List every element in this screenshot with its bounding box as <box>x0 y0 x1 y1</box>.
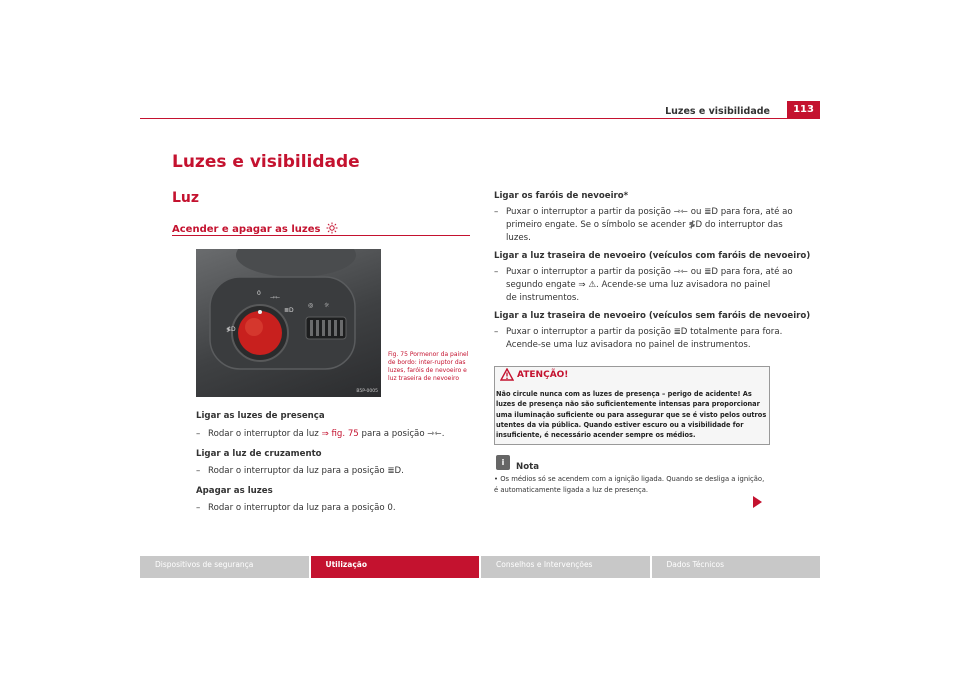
step-title-dipped: Ligar a luz de cruzamento <box>196 449 322 459</box>
dash-bullet: – <box>196 429 201 439</box>
section-title: Luz <box>172 190 200 206</box>
step-text-presence-a: Rodar o interruptor da luz <box>208 429 322 439</box>
step-text-rear-fog-without-1: Puxar o interruptor a partir da posição ≣D totalmente para fora. <box>506 327 783 337</box>
step-text-fog-1: Puxar o interruptor a partir da posição ⇾⇽ ou ≣D para fora, até ao <box>506 207 793 217</box>
step-title-presence: Ligar as luzes de presença <box>196 411 325 421</box>
step-title-rear-fog-without: Ligar a luz traseira de nevoeiro (veículos sem faróis de nevoeiro) <box>494 311 811 321</box>
footer-nav <box>140 556 820 578</box>
step-text-rear-fog-without-2: Acende-se uma luz avisadora no painel de instrumentos. <box>506 340 751 350</box>
figure-reference-link[interactable]: ⇒ fig. 75 <box>321 429 359 439</box>
step-title-fog: Ligar os faróis de nevoeiro* <box>494 191 629 201</box>
footer-tab-operation[interactable]: Utilização <box>311 556 480 578</box>
warning-title: ATENÇÃO! <box>517 370 569 380</box>
note-text-body: Os médios só se acendem com a ignição ligada. Quando se desliga a ignição, é automaticamente ligada a luz de presença. <box>494 475 765 494</box>
step-text-presence-b: para a posição ⇾⇽. <box>358 429 445 439</box>
subsection-title-text: Acender e apagar as luzes <box>172 224 321 235</box>
next-page-arrow-icon[interactable] <box>753 496 762 508</box>
light-switch-photo <box>196 249 381 397</box>
figure-tag: B5P-0005 <box>356 389 378 394</box>
step-text-fog-2: primeiro engate. Se o símbolo se acender ≸D do interruptor das <box>506 220 783 230</box>
dash-bullet: – <box>494 207 499 217</box>
svg-text:⇾⇽: ⇾⇽ <box>270 294 281 301</box>
footer-tab-technical-data[interactable]: Dados Técnicos <box>652 556 821 578</box>
dash-bullet: – <box>196 466 201 476</box>
step-text-rear-fog-with-2: segundo engate ⇒ ⚠. Acende-se uma luz avisadora no painel <box>506 280 771 290</box>
note-text <box>494 474 770 496</box>
page-number: 113 <box>787 101 820 119</box>
running-header-title: Luzes e visibilidade <box>665 106 770 117</box>
step-text-dipped: Rodar o interruptor da luz para a posição ≣D. <box>208 466 404 476</box>
note-icon: i <box>496 455 510 470</box>
warning-text: Não circule nunca com as luzes de presença – perigo de acidente! As luzes de presença não são suficientemente intensas para proporcionar uma iluminação suficiente ou para assegurar que se é visto pelos outros utentes da via pública. Quando estiver escuro ou a visibilidade for insuficiente, é necessário acender sempre os médios. <box>496 390 767 440</box>
step-title-rear-fog-with: Ligar a luz traseira de nevoeiro (veículos com faróis de nevoeiro) <box>494 251 811 261</box>
step-text-rear-fog-with-3: de instrumentos. <box>506 293 580 303</box>
svg-text:0: 0 <box>257 290 261 297</box>
footer-tab-advice[interactable]: Conselhos e Intervenções <box>481 556 650 578</box>
chapter-title: Luzes e visibilidade <box>172 152 360 172</box>
svg-text:◎: ◎ <box>308 302 314 309</box>
step-text-fog-3: luzes. <box>506 233 531 243</box>
dash-bullet: – <box>494 267 499 277</box>
note-title: Nota <box>516 462 540 472</box>
step-text-presence <box>208 428 444 441</box>
header-rule <box>140 118 820 119</box>
svg-text:≣D: ≣D <box>284 307 294 314</box>
step-text-off: Rodar o interruptor da luz para a posição 0. <box>208 503 396 513</box>
light-switch-illustration <box>196 249 381 397</box>
dash-bullet: – <box>196 503 201 513</box>
step-text-rear-fog-with-1: Puxar o interruptor a partir da posição ⇾⇽ ou ≣D para fora, até ao <box>506 267 793 277</box>
note-bullet: • <box>494 475 499 483</box>
step-title-off: Apagar as luzes <box>196 486 273 496</box>
warning-triangle-icon <box>500 368 514 381</box>
footer-tab-safety[interactable]: Dispositivos de segurança <box>140 556 309 578</box>
subsection-rule <box>172 235 470 236</box>
dash-bullet: – <box>494 327 499 337</box>
subsection-title <box>172 222 338 235</box>
svg-text:≸D: ≸D <box>226 326 236 333</box>
sun-icon <box>326 222 338 234</box>
figure-caption: Fig. 75 Pormenor da painel de bordo: inter-ruptor das luzes, faróis de nevoeiro e luz traseira de nevoeiro <box>388 351 469 382</box>
svg-text:☼: ☼ <box>324 302 330 309</box>
